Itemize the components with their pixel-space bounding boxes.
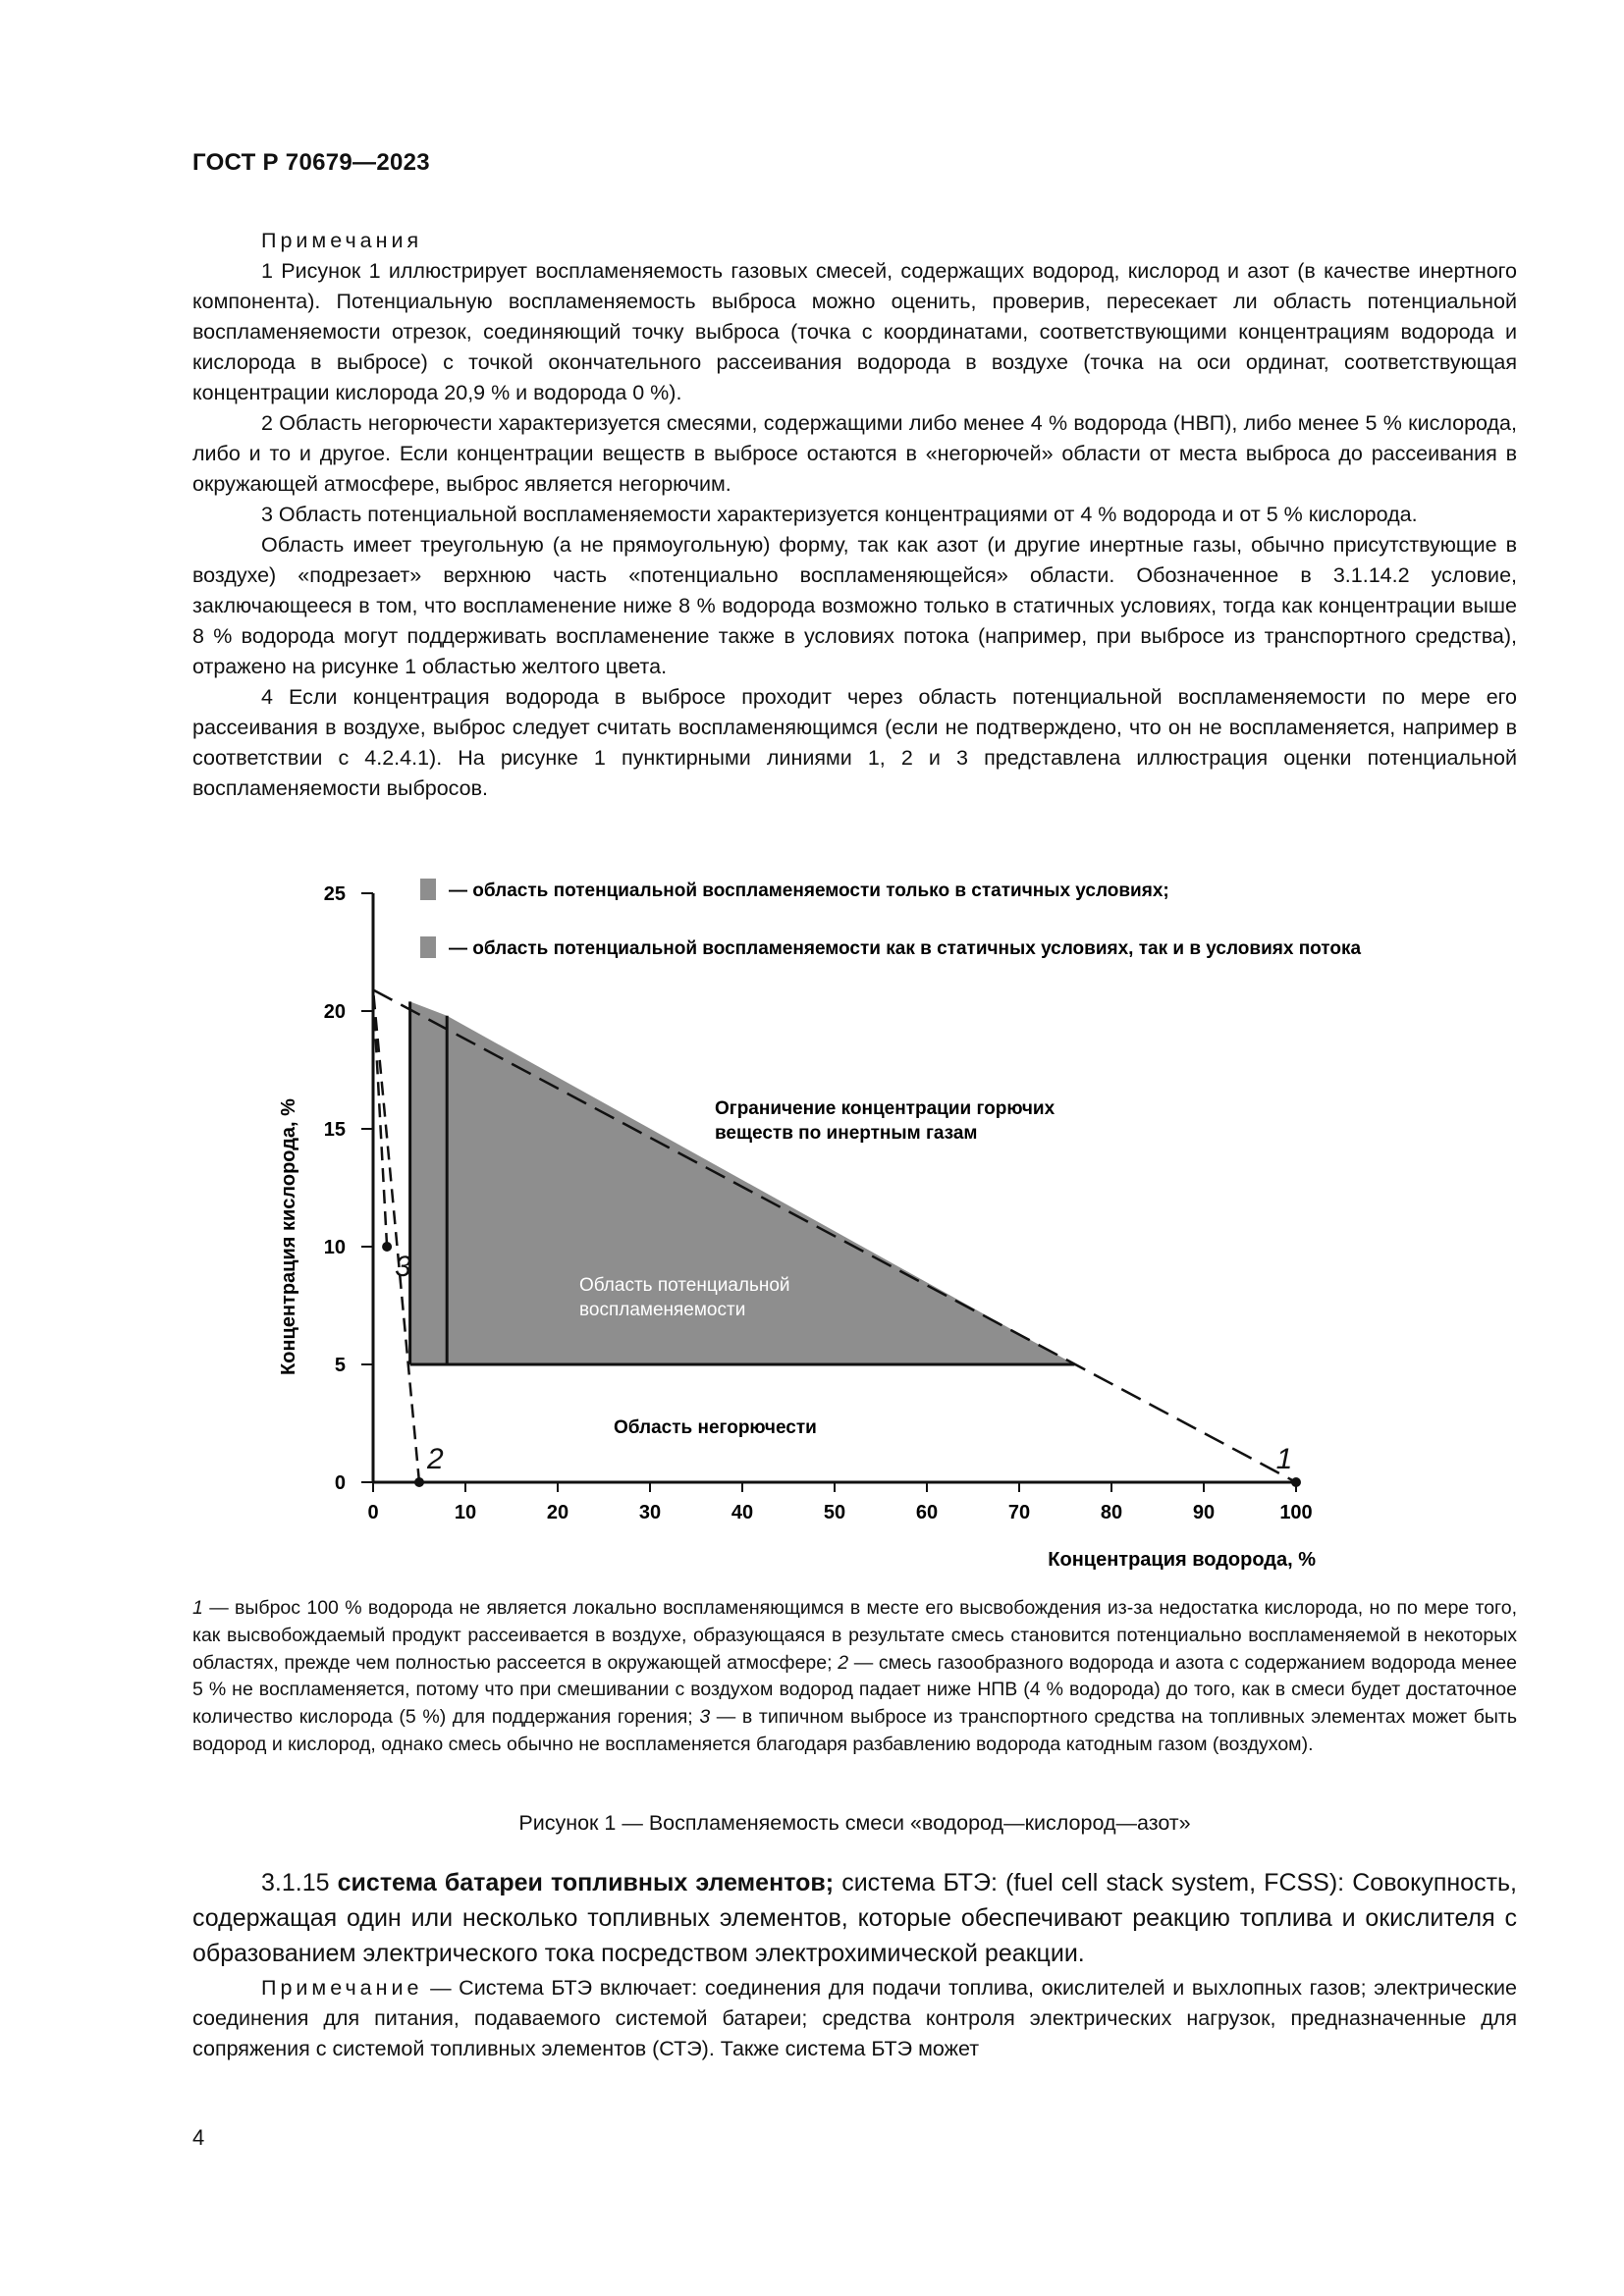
release-label-3: 3: [395, 1251, 411, 1283]
term-note-label: Примечание: [261, 1976, 423, 2000]
legend-label-static: — область потенциальной воспламеняемости только в статичных условиях;: [449, 881, 1169, 901]
x-tick-label: 30: [638, 1502, 662, 1523]
figure-legend-note: [192, 1595, 1517, 1759]
term-name: система батареи топливных элементов;: [337, 1869, 835, 1896]
x-tick-label: 20: [546, 1502, 569, 1523]
x-tick-label: 70: [1007, 1502, 1031, 1523]
release-line-3: [373, 989, 387, 1247]
page-number: 4: [192, 2125, 205, 2150]
term-number: 3.1.15: [261, 1869, 338, 1896]
nonflammable-annotation: Область негорючести: [614, 1417, 817, 1438]
x-tick-label: 80: [1100, 1502, 1123, 1523]
legend-swatch-flow: [420, 936, 436, 958]
figure-title: Рисунок 1 — Воспламеняемость смеси «водород—кислород—азот»: [518, 1811, 1191, 1835]
legend-text-1: — выброс 100 % водорода не является локально воспламеняющимся в месте его высвобождения из-за недостатка кислорода, но по мере того, как высвобождаемый продукт рассеивается в воздухе, образующаяся в результате смесь становится потенциально воспламеняемой в некоторых областях, прежде чем полностью рассеется в окружающей атмосфере;: [192, 1597, 1517, 1674]
note-paragraph-5: 4 Если концентрация водорода в выбросе проходит через область потенциальной воспламеняемости по мере его рассеивания в воздухе, выброс следует считать воспламеняющимся (если не подтверждено, что он не воспламеняется, например в соответствии с 4.2.4.1). На рисунке 1 пунктирными линиями 1, 2 и 3 представлена иллюстрация оценки потенциальной воспламеняемости выбросов.: [192, 685, 1517, 800]
legend-text-2: — смесь газообразного водорода и азота с содержанием водорода менее 5 % не воспламеняется, потому что при смешивании с воздухом водород падает ниже НПВ (4 % водорода) до того, как в смеси будет достаточное количество кислорода (5 %) для поддержания горения;: [192, 1651, 1518, 1729]
flammability-figure: [177, 844, 1453, 1590]
legend-swatch-static: [420, 879, 436, 900]
document-header: ГОСТ Р 70679—2023: [192, 149, 430, 176]
flammability-chart: [177, 844, 1453, 1590]
y-tick-label: 10: [323, 1237, 346, 1258]
x-tick-label: 100: [1279, 1502, 1313, 1523]
notes-heading: Примечания: [261, 229, 423, 252]
limit-annotation-line-2: веществ по инертным газам: [715, 1123, 978, 1144]
flammable-annotation-line-2: воспламеняемости: [579, 1300, 746, 1320]
note-paragraph-4: Область имеет треугольную (а не прямоугольную) форму, так как азот (и другие инертные газы, обычно присутствующие в воздухе) «подрезает» верхнюю часть «потенциально воспламеняющейся» области. Обозначенное в 3.1.14.2 условие, заключающееся в том, что воспламенение ниже 8 % водорода возможно только в статичных условиях, тогда как концентрации выше 8 % водорода могут поддерживать воспламенение также в условиях потока (например, при выбросе из транспортного средства), отражено на рисунке 1 областью желтого цвета.: [192, 533, 1517, 678]
legend-number-3: 3: [699, 1706, 711, 1729]
release-point-3: [382, 1242, 392, 1252]
y-tick-label: 25: [323, 883, 346, 905]
x-tick-label: 90: [1192, 1502, 1216, 1523]
legend-text-3: — в типичном выбросе из транспортного средства на топливных элементах может быть водород и кислород, однако смесь обычно не воспламеняется благодаря разбавлению водорода катодным газом (воздухом).: [192, 1706, 1517, 1755]
legend-number-1: 1: [192, 1597, 203, 1619]
legend-number-2: 2: [838, 1651, 849, 1674]
x-tick-label: 0: [367, 1502, 379, 1523]
x-tick-label: 40: [731, 1502, 754, 1523]
y-tick-label: 5: [334, 1355, 346, 1376]
note-paragraph-2: 2 Область негорючести характеризуется смесями, содержащими либо менее 4 % водорода (НВП), либо менее 5 % кислорода, либо и то и другое. Если концентрации веществ в выбросе остаются в «негорючей» области от места выброса до рассеивания в окружающей атмосфере, выброс является негорючим.: [192, 411, 1517, 496]
term-note: [192, 1973, 1517, 2064]
x-axis-label: Концентрация водорода, %: [1048, 1549, 1316, 1571]
release-label-2: 2: [427, 1443, 444, 1475]
term-definition: [192, 1865, 1517, 1971]
release-label-1: 1: [1275, 1443, 1293, 1475]
notes-section: [192, 226, 1517, 804]
legend-label-flow: — область потенциальной воспламеняемости как в статичных условиях, так и в условиях потока: [449, 938, 1362, 959]
y-tick-label: 0: [334, 1472, 346, 1494]
note-paragraph-1: 1 Рисунок 1 иллюстрирует воспламеняемость газовых смесей, содержащих водород, кислород и азот (в качестве инертного компонента). Потенциальную воспламеняемость выброса можно оценить, проверив, пересекает ли область потенциальной воспламеняемости отрезок, соединяющий точку выброса (точка с координатами, соответствующими концентрациям водорода и кислорода в выбросе) с точкой окончательного рассеивания водорода в воздухе (точка на оси ординат, соответствующая концентрации кислорода 20,9 % и водорода 0 %).: [192, 259, 1517, 404]
x-tick-label: 50: [823, 1502, 846, 1523]
flammable-annotation-line-1: Область потенциальной: [579, 1275, 790, 1296]
term-text: система БТЭ: (fuel cell stack system, FCSS): Совокупность, содержащая один или несколько топливных элементов, которые обеспечивают реакцию топлива и окислителя с образованием электрического тока посредством электрохимической реакции.: [192, 1869, 1518, 1967]
x-tick-label: 10: [454, 1502, 477, 1523]
y-axis-label: Концентрация кислорода, %: [278, 1098, 299, 1375]
y-tick-label: 15: [323, 1119, 346, 1141]
x-tick-label: 60: [915, 1502, 939, 1523]
y-tick-label: 20: [323, 1001, 346, 1023]
note-paragraph-3: 3 Область потенциальной воспламеняемости характеризуется концентрациями от 4 % водорода и от 5 % кислорода.: [261, 503, 1418, 526]
limit-annotation-line-1: Ограничение концентрации горючих: [715, 1098, 1056, 1119]
term-note-text: — Система БТЭ включает: соединения для подачи топлива, окислителей и выхлопных газов; электрические соединения для питания, подаваемого системой батареи; средства контроля электрических нагрузок, предназначенные для сопряжения с системой топливных элементов (СТЭ). Также система БТЭ может: [192, 1976, 1517, 2060]
